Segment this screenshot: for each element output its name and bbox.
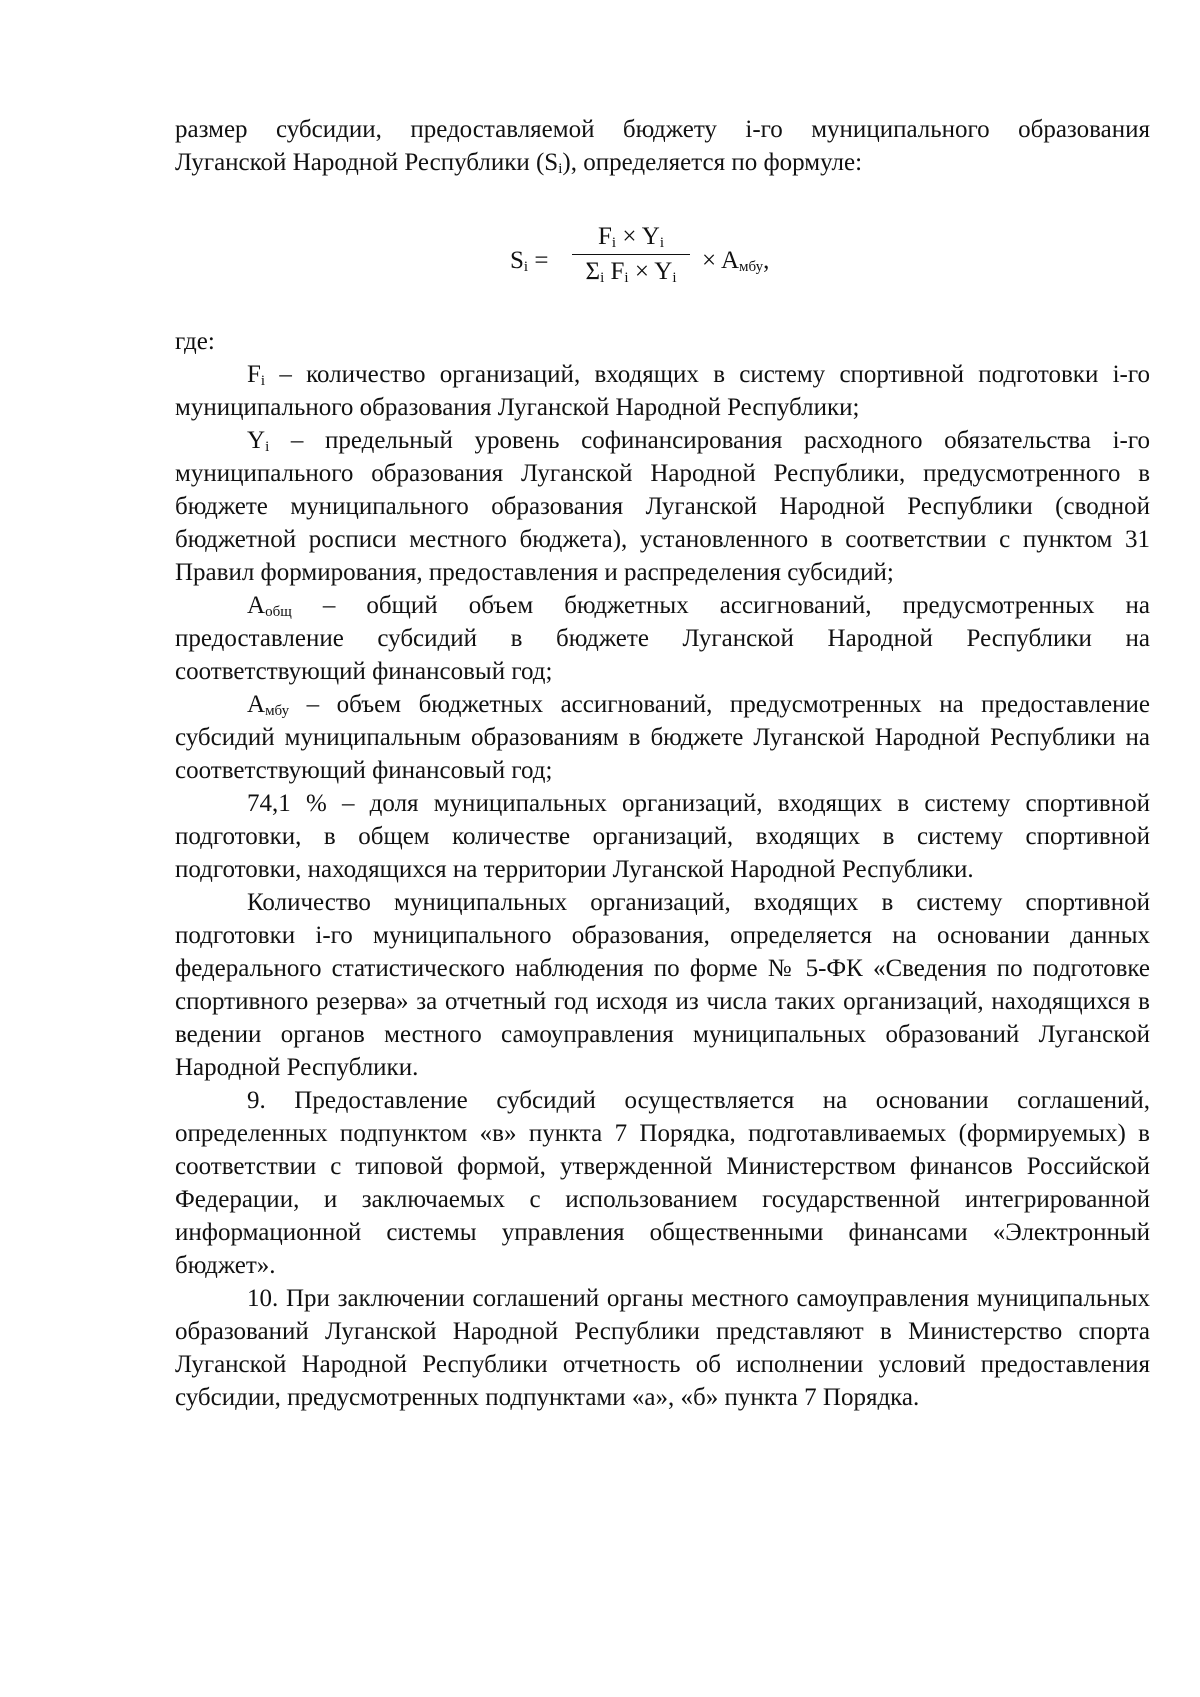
aobsh-symbol: A	[247, 592, 266, 619]
intro-line-2-suffix: ), определяется по формуле:	[562, 149, 863, 176]
ambu-sub: мбу	[265, 703, 290, 719]
intro-line-2	[175, 146, 1150, 179]
formula-fraction	[570, 220, 692, 289]
num-y: Y	[641, 223, 660, 250]
den-sigma-sub: i	[600, 270, 605, 286]
fi-sub: i	[260, 373, 266, 389]
yi-symbol: Y	[247, 427, 266, 454]
formula-lhs-sub: i	[523, 259, 529, 275]
ambu-text: – объем бюджетных ассигнований, предусмотренных на предоставление субсидий муниципальным образованиям в бюджете Луганской Народной Республики на соответствующий финансовый год;	[175, 691, 1150, 784]
den-f: F	[604, 258, 625, 285]
formula-denominator	[570, 255, 692, 289]
ambu-symbol: A	[247, 691, 266, 718]
formula-lhs	[510, 244, 548, 277]
definition-aobsh	[175, 589, 1150, 688]
definition-ambu	[175, 688, 1150, 787]
num-f-sub: i	[611, 235, 617, 251]
paragraph-10: 10. При заключении соглашений органы местного самоуправления муниципальных образований Луганской Народной Республики представляют в Министерство спорта Луганской Народной Республики отчетность об исполнении условий предоставления субсидии, предусмотренных подпунктами «а», «б» пункта 7 Порядка.	[175, 1285, 1150, 1411]
rhs-times-a: × A	[702, 247, 740, 274]
definition-fi	[175, 358, 1150, 424]
where-label: где:	[175, 328, 215, 355]
formula-numerator	[570, 220, 692, 254]
subsidy-formula	[510, 220, 830, 300]
den-times: ×	[628, 258, 655, 285]
definition-share: 74,1 % – доля муниципальных организаций, входящих в систему спортивной подготовки, в общем количестве организаций, входящих в систему спортивной подготовки, находящихся на территории Луганской Народной Республики.	[175, 790, 1150, 883]
rhs-sub: мбу	[739, 259, 764, 275]
intro-line-2-prefix: Луганской Народной Республики (S	[175, 149, 559, 176]
den-y-sub: i	[672, 270, 677, 286]
yi-sub: i	[265, 439, 270, 455]
paragraph-count: Количество муниципальных организаций, входящих в систему спортивной подготовки i-го муниципального образования, определяется на основании данных федерального статистического наблюдения по форме № 5-ФК «Сведения по подготовке спортивного резерва» за отчетный год исходя из числа таких организаций, находящихся в ведении органов местного самоуправления муниципальных образований Луганской Народной Республики.	[175, 889, 1150, 1081]
formula-lhs-symbol: S	[510, 247, 524, 274]
intro-line-1: размер субсидии, предоставляемой бюджету i-го муниципального образования	[175, 116, 1150, 143]
fi-symbol: F	[247, 361, 261, 388]
num-times: ×	[616, 223, 642, 250]
paragraph-9: 9. Предоставление субсидий осуществляется на основании соглашений, определенных подпунктом «в» пункта 7 Порядка, подготавливаемых (формируемых) в соответствии с типовой формой, утвержденной Министерством финансов Российской Федерации, и заключаемых с использованием государственной интегрированной информационной системы управления общественными финансами «Электронный бюджет».	[175, 1087, 1150, 1279]
den-f-sub: i	[624, 270, 629, 286]
num-f: F	[598, 223, 612, 250]
yi-text: – предельный уровень софинансирования расходного обязательства i-го муниципального образования Луганской Народной Республики, предусмотренного в бюджете муниципального образования Луганской Народной Республики (сводной бюджетной росписи местного бюджета), установленного в соответствии с пунктом 31 Правил формирования, предоставления и распределения субсидий;	[175, 427, 1150, 586]
formula-equals: =	[528, 247, 549, 274]
definitions-section	[175, 358, 1150, 1414]
den-sigma: Σ	[585, 258, 601, 285]
aobsh-sub: общ	[265, 604, 292, 620]
formula-rhs	[702, 244, 769, 277]
den-y: Y	[654, 258, 673, 285]
aobsh-text: – общий объем бюджетных ассигнований, предусмотренных на предоставление субсидий в бюджете Луганской Народной Республики на соответствующий финансовый год;	[175, 592, 1150, 685]
rhs-suffix: ,	[763, 247, 770, 274]
num-y-sub: i	[659, 235, 664, 251]
intro-line-2-sub: i	[558, 161, 563, 177]
intro-paragraph	[175, 113, 1150, 179]
fi-text: – количество организаций, входящих в систему спортивной подготовки i-го муниципального образования Луганской Народной Республики;	[175, 361, 1150, 421]
definition-yi	[175, 424, 1150, 589]
